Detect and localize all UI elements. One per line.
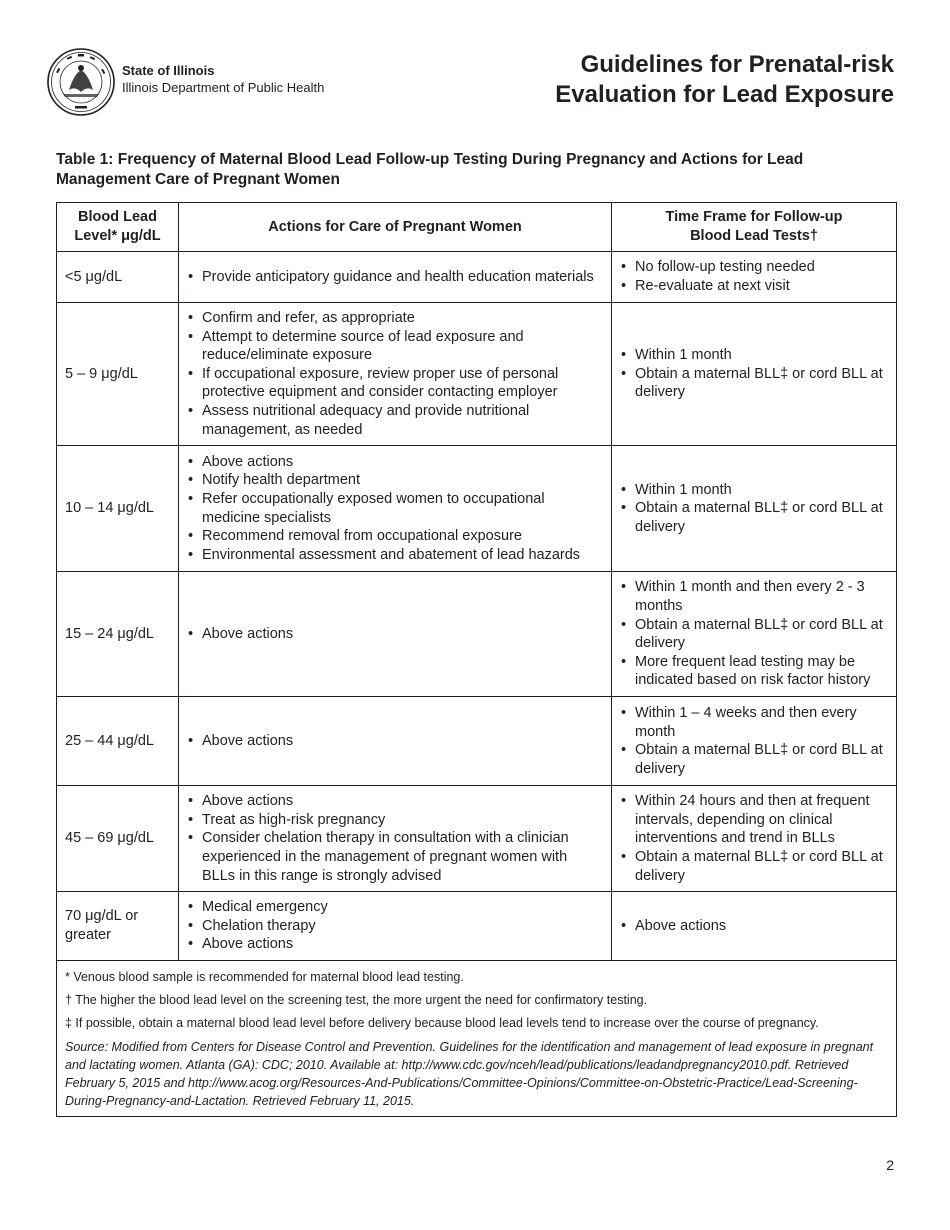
action-item: • Refer occupationally exposed women to occupational medicine specialists	[187, 490, 603, 527]
department-name: Illinois Department of Public Health	[122, 80, 325, 95]
timeframe-item: • Within 1 – 4 weeks and then every month	[620, 704, 888, 741]
timeframe-cell	[612, 446, 897, 572]
header-time-frame	[612, 203, 897, 252]
lead-testing-table	[56, 202, 897, 1117]
action-item: • Chelation therapy	[187, 917, 603, 936]
timeframe-item: • Obtain a maternal BLL‡ or cord BLL at delivery	[620, 616, 888, 653]
action-item: • Consider chelation therapy in consultation with a clinician experienced in the management of pregnant women with BLLs in this range is strongly advised	[187, 829, 603, 885]
source-citation: Source: Modified from Centers for Disease Control and Prevention. Guidelines for the identification and management of lead exposure in pregnant and lactating women. Atlanta (GA): CDC; 2010. Available at: http://www.cdc.gov/nceh/lead/publications/leadandpregnancy2010.pdf. Retrieved February 5, 2015 and http://www.acog.org/Resources-And-Publications/Committee-Opinions/Committee-on-Obstetric-Practice/Lead-Screening-During-Pregnancy-and-Lactation. Retrieved February 11, 2015.	[65, 1039, 874, 1108]
action-item: • Provide anticipatory guidance and health education materials	[187, 268, 603, 287]
action-item: • Recommend removal from occupational exposure	[187, 527, 603, 546]
actions-cell	[179, 786, 612, 892]
actions-cell	[179, 572, 612, 697]
header-timeframe-line-2: Blood Lead Tests†	[690, 228, 818, 244]
table-header-row	[57, 203, 897, 252]
table-row	[57, 572, 897, 697]
action-item: • Medical emergency	[187, 898, 603, 917]
timeframe-item: • Obtain a maternal BLL‡ or cord BLL at delivery	[620, 741, 888, 778]
action-item: • Above actions	[187, 453, 603, 472]
state-name: State of Illinois	[122, 63, 215, 78]
footnotes-cell	[57, 960, 897, 1116]
timeframe-item: • Above actions	[620, 917, 888, 936]
table-row	[57, 892, 897, 961]
state-seal-logo	[47, 48, 115, 116]
level-cell: 45 – 69 μg/dL	[57, 786, 179, 892]
agency-block	[122, 62, 324, 96]
timeframe-item: • Obtain a maternal BLL‡ or cord BLL at delivery	[620, 499, 888, 536]
action-item: • Above actions	[187, 732, 603, 751]
document-title-line-2: Evaluation for Lead Exposure	[555, 81, 894, 108]
action-item: • Above actions	[187, 935, 603, 954]
timeframe-item: • Within 1 month and then every 2 - 3 months	[620, 578, 888, 615]
timeframe-item: • Within 1 month	[620, 346, 888, 365]
table-row	[57, 786, 897, 892]
timeframe-item: • More frequent lead testing may be indicated based on risk factor history	[620, 653, 888, 690]
level-cell: 70 μg/dL or greater	[57, 892, 179, 961]
action-item: • Environmental assessment and abatement of lead hazards	[187, 546, 603, 565]
timeframe-cell	[612, 697, 897, 786]
action-item: • Attempt to determine source of lead exposure and reduce/eliminate exposure	[187, 328, 603, 365]
document-title	[555, 50, 894, 110]
header-timeframe-line-1: Time Frame for Follow-up	[665, 209, 843, 226]
footnotes-row	[57, 960, 897, 1116]
header-level-line-2: Level* μg/dL	[74, 228, 161, 244]
timeframe-cell	[612, 303, 897, 446]
table-row	[57, 446, 897, 572]
action-item: • Treat as high-risk pregnancy	[187, 811, 603, 830]
footnote-asterisk: * Venous blood sample is recommended for maternal blood lead testing.	[65, 969, 464, 984]
action-item: • Notify health department	[187, 471, 603, 490]
level-cell: 15 – 24 μg/dL	[57, 572, 179, 697]
timeframe-item: • Obtain a maternal BLL‡ or cord BLL at delivery	[620, 365, 888, 402]
table-row	[57, 303, 897, 446]
timeframe-cell	[612, 252, 897, 303]
actions-cell	[179, 697, 612, 786]
level-cell: 5 – 9 μg/dL	[57, 303, 179, 446]
action-item: • Assess nutritional adequacy and provide nutritional management, as needed	[187, 402, 603, 439]
action-item: • Confirm and refer, as appropriate	[187, 309, 603, 328]
timeframe-cell	[612, 572, 897, 697]
table-row	[57, 697, 897, 786]
actions-cell	[179, 252, 612, 303]
action-item: • Above actions	[187, 625, 603, 644]
timeframe-item: • Re-evaluate at next visit	[620, 277, 888, 296]
level-cell: <5 μg/dL	[57, 252, 179, 303]
page-number: 2	[886, 1157, 894, 1173]
actions-cell	[179, 446, 612, 572]
timeframe-item: • Within 1 month	[620, 481, 888, 500]
header-level-line-1: Blood Lead	[78, 209, 157, 226]
action-item: • Above actions	[187, 792, 603, 811]
timeframe-cell	[612, 786, 897, 892]
action-item: • If occupational exposure, review proper use of personal protective equipment and consider contacting employer	[187, 365, 603, 402]
timeframe-item: • Within 24 hours and then at frequent intervals, depending on clinical interventions and trend in BLLs	[620, 792, 888, 848]
actions-cell	[179, 892, 612, 961]
timeframe-cell	[612, 892, 897, 961]
timeframe-item: • No follow-up testing needed	[620, 258, 888, 277]
header-blood-lead-level	[57, 203, 179, 252]
table-row	[57, 252, 897, 303]
table-title: Table 1: Frequency of Maternal Blood Lead Follow-up Testing During Pregnancy and Actions for Lead Management Care of Pregnant Women	[56, 151, 804, 188]
document-title-line-1: Guidelines for Prenatal-risk	[580, 51, 894, 78]
level-cell: 10 – 14 μg/dL	[57, 446, 179, 572]
timeframe-item: • Obtain a maternal BLL‡ or cord BLL at delivery	[620, 848, 888, 885]
footnote-dagger: † The higher the blood lead level on the screening test, the more urgent the need for confirmatory testing.	[65, 992, 648, 1007]
header-actions: Actions for Care of Pregnant Women	[179, 203, 612, 252]
level-cell: 25 – 44 μg/dL	[57, 697, 179, 786]
actions-cell	[179, 303, 612, 446]
footnote-double-dagger: ‡ If possible, obtain a maternal blood lead level before delivery because blood lead levels tend to increase over the course of pregnancy.	[65, 1015, 819, 1030]
